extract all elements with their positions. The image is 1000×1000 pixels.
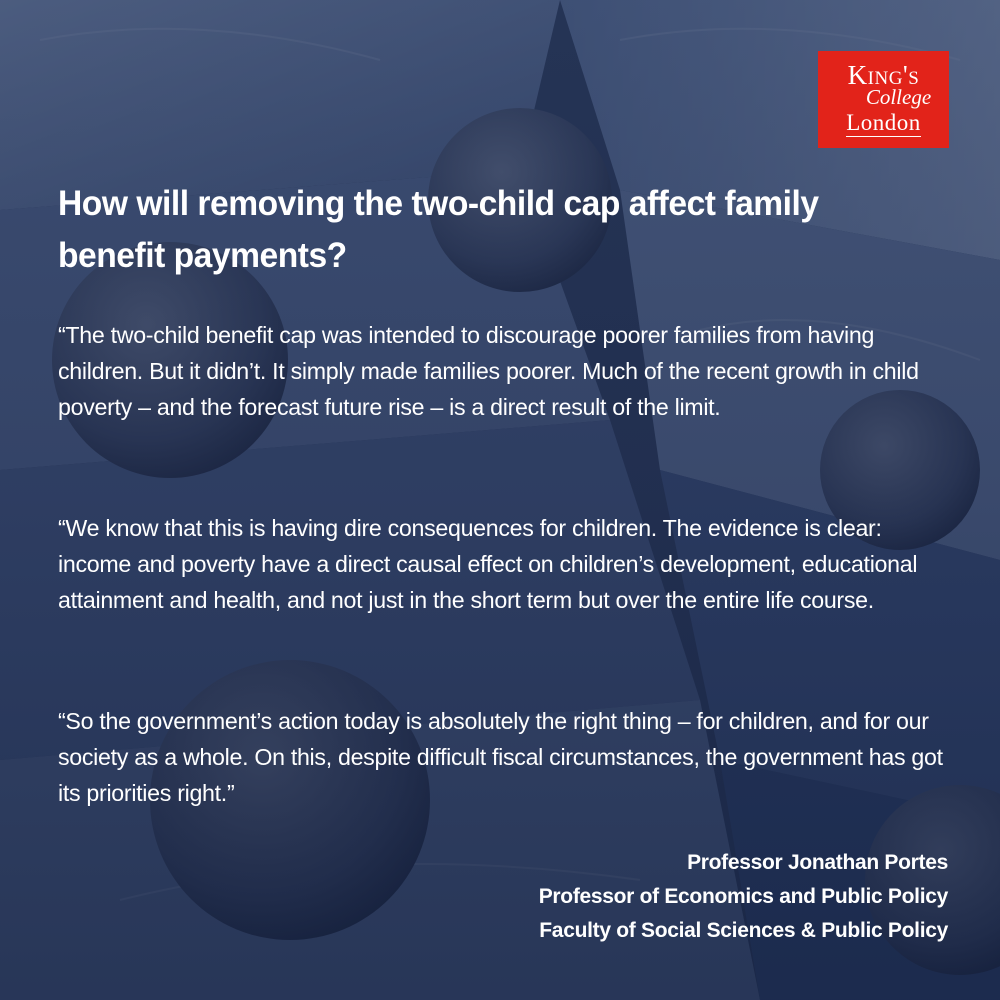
attribution-name: Professor Jonathan Portes — [687, 851, 948, 874]
logo-line-college: College — [865, 85, 932, 109]
quote-paragraph-1: “The two-child benefit cap was intended to discourage poorer families from having children. But it didn’t. It simply made families poorer. Much of the recent growth in child poverty – and the forecast future rise – is a direct result of the limit. — [58, 322, 919, 420]
logo-line-london: London — [846, 110, 921, 135]
attribution-faculty: Faculty of Social Sciences & Public Policy — [539, 919, 948, 942]
quote-paragraph-3: “So the government’s action today is absolutely the right thing – for children, and for our society as a whole. On this, despite difficult fiscal circumstances, the government has got its priorities right.” — [58, 708, 943, 806]
logo-line-kings: King's — [847, 60, 920, 90]
kings-college-london-logo — [818, 51, 949, 148]
attribution-role: Professor of Economics and Public Policy — [538, 885, 948, 908]
quote-paragraph-2: “We know that this is having dire consequences for children. The evidence is clear: income and poverty have a direct causal effect on children’s development, educational attainment and health, and not just in the short term but over the entire life course. — [58, 515, 918, 613]
attribution-block — [539, 846, 948, 948]
headline-title: How will removing the two-child cap affect family benefit payments? — [58, 184, 819, 275]
